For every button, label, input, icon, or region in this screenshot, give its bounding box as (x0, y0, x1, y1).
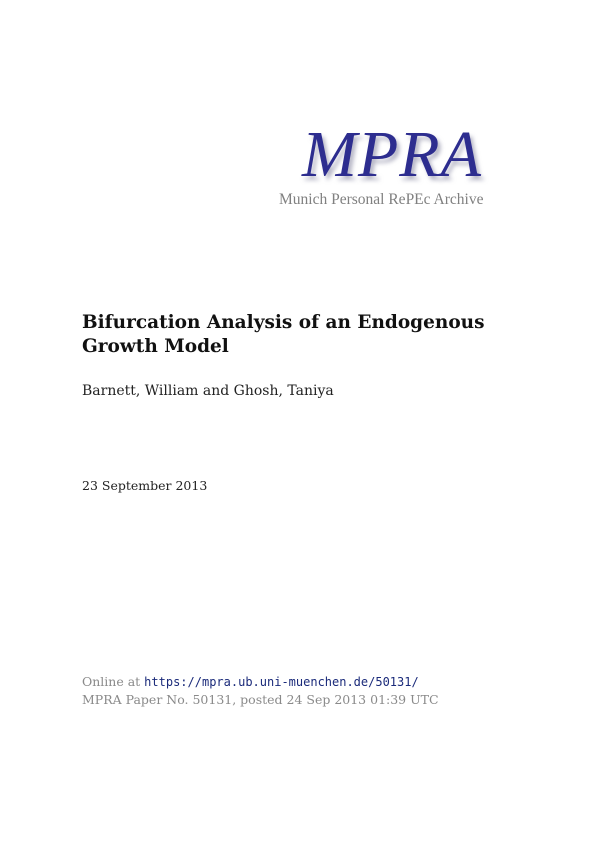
footer-online-line (82, 674, 419, 689)
paper-title: Bifurcation Analysis of an Endogenous Growth Model (82, 312, 485, 357)
mpra-logo (270, 118, 520, 222)
footer-record-line: MPRA Paper No. 50131, posted 24 Sep 2013 01:39 UTC (82, 692, 439, 707)
logo-subtitle: Munich Personal RePEc Archive (279, 191, 484, 208)
logo-wordmark: MPRA (302, 118, 482, 191)
paper-authors: Barnett, William and Ghosh, Taniya (82, 383, 334, 399)
paper-date: 23 September 2013 (82, 478, 208, 493)
paper-url-link[interactable]: https://mpra.ub.uni-muenchen.de/50131/ (144, 675, 419, 689)
online-prefix: Online at (82, 674, 145, 689)
